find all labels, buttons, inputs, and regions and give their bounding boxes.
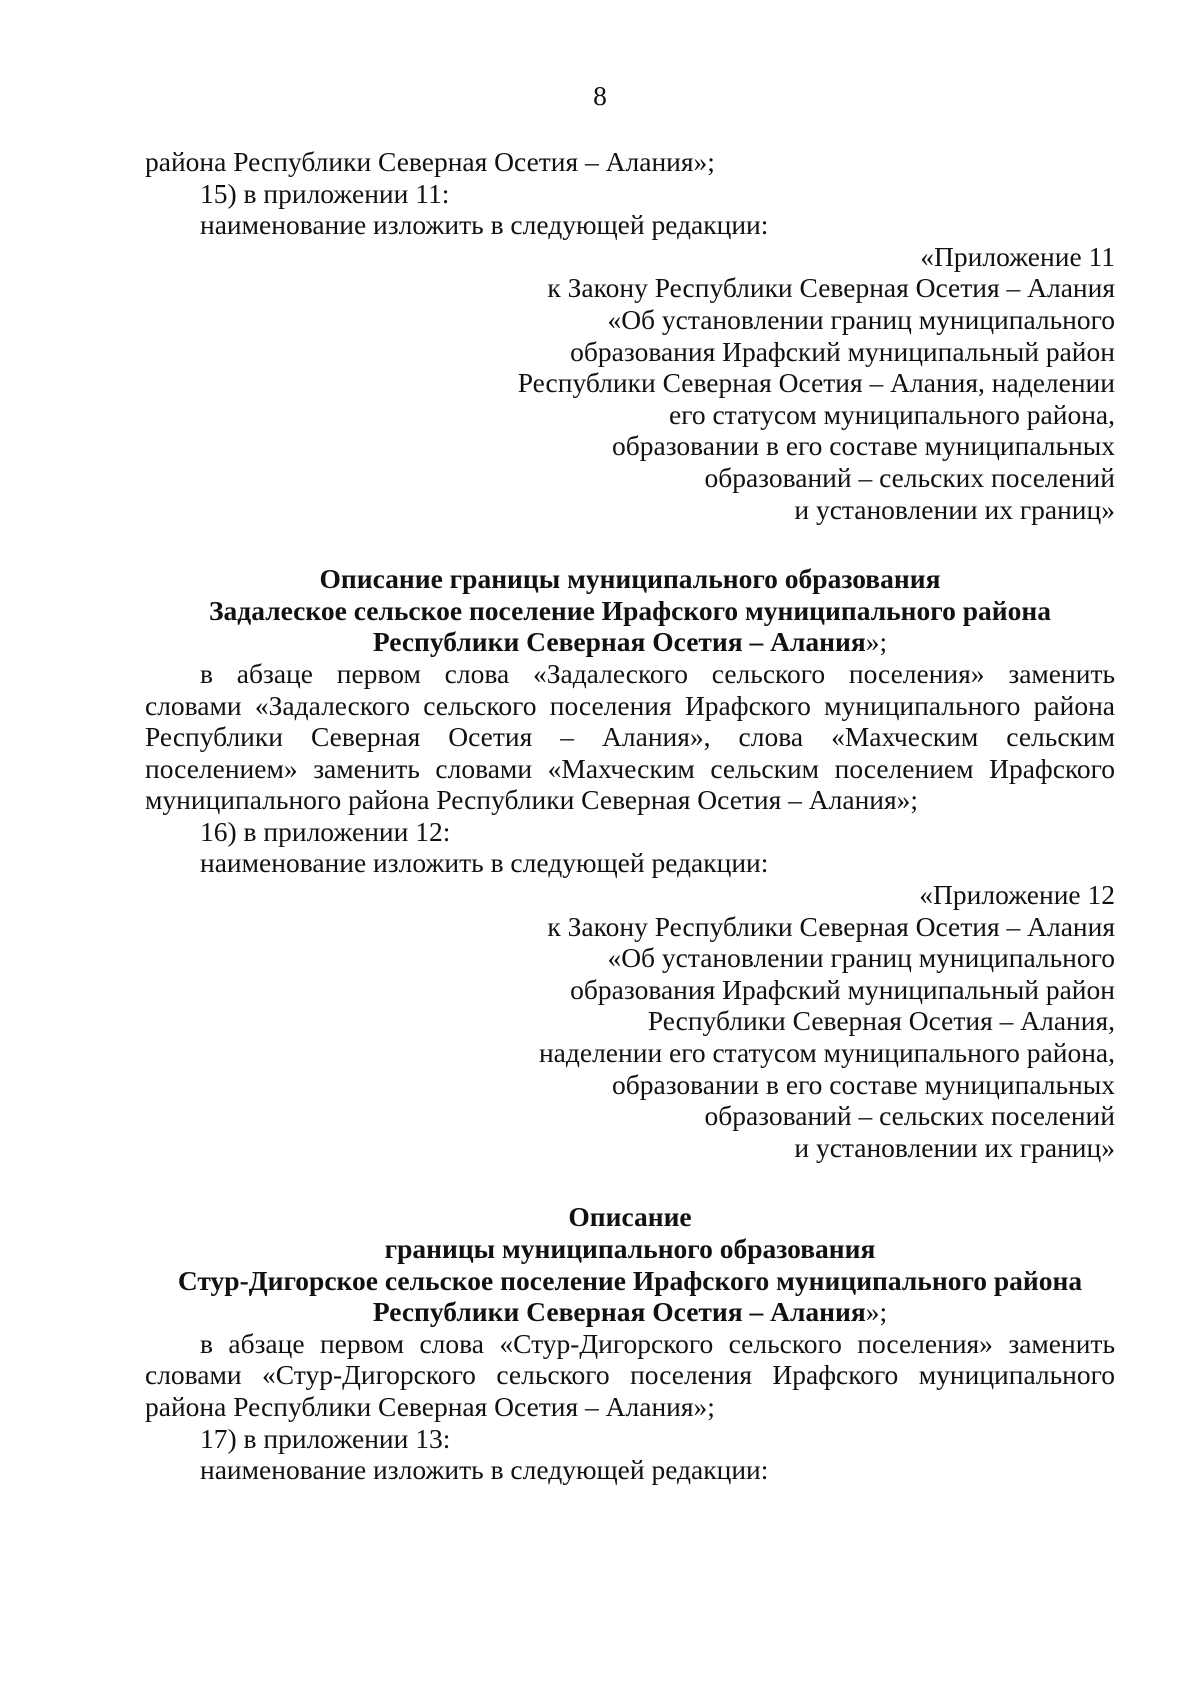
appendix-line: его статусом муниципального района, [669, 398, 1115, 430]
item-15-text: наименование изложить в следующей редакции: [200, 209, 769, 241]
appendix-line: «Приложение 12 [919, 879, 1115, 911]
appendix-line: «Приложение 11 [920, 240, 1115, 272]
item-17: 17) в приложении 13: [200, 1422, 451, 1454]
section-heading-1 [145, 563, 1115, 658]
heading-line [145, 626, 1115, 658]
heading-line [145, 1296, 1115, 1328]
heading-line: Описание границы муниципального образования [319, 563, 941, 595]
appendix-line: Республики Северная Осетия – Алания, [647, 1005, 1115, 1037]
item-16: 16) в приложении 12: [200, 815, 451, 847]
paragraph-line: района Республики Северная Осетия – Алания»; [145, 1390, 715, 1422]
paragraph-2 [145, 1328, 1115, 1423]
item-16-text: наименование изложить в следующей редакции: [200, 847, 769, 879]
appendix-line: образований – сельских поселений [704, 1100, 1115, 1132]
heading-line: Стур-Дигорское сельское поселение Ирафского муниципального района [177, 1264, 1083, 1296]
paragraph-1 [145, 658, 1115, 816]
document-body [145, 146, 1115, 1486]
appendix-line: наделении его статусом муниципального района, [538, 1037, 1115, 1069]
heading-line: Задалеское сельское поселение Ирафского муниципального района [209, 594, 1051, 626]
appendix-11-header [145, 241, 1115, 525]
heading-tail: »; [865, 626, 888, 658]
paragraph-line: словами «Стур-Дигорского сельского поселения Ирафского муниципального [145, 1359, 1115, 1391]
heading-bold-part: Республики Северная Осетия – Алания [372, 626, 866, 658]
item-15: 15) в приложении 11: [200, 177, 450, 209]
paragraph-line: в абзаце первом слова «Стур-Дигорского сельского поселения» заменить [200, 1327, 1115, 1359]
paragraph-line: поселением» заменить словами «Махческим сельским поселением Ирафского [145, 752, 1115, 784]
section-heading-2 [145, 1201, 1115, 1327]
appendix-line: образований – сельских поселений [704, 461, 1115, 493]
appendix-line: образования Ирафский муниципальный район [570, 973, 1115, 1005]
heading-tail: »; [865, 1296, 888, 1328]
paragraph-line: словами «Задалеского сельского поселения Ирафского муниципального района [145, 689, 1115, 721]
item-17-text: наименование изложить в следующей редакции: [200, 1454, 769, 1486]
appendix-line: образовании в его составе муниципальных [612, 1068, 1115, 1100]
appendix-line: образовании в его составе муниципальных [612, 430, 1115, 462]
appendix-12-header [145, 879, 1115, 1163]
heading-bold-part: Республики Северная Осетия – Алания [372, 1296, 866, 1328]
appendix-line: образования Ирафский муниципальный район [570, 335, 1115, 367]
paragraph-line: муниципального района Республики Северная Осетия – Алания»; [145, 784, 919, 816]
appendix-line: Республики Северная Осетия – Алания, наделении [517, 367, 1115, 399]
appendix-line: к Закону Республики Северная Осетия – Алания [547, 272, 1115, 304]
appendix-line: «Об установлении границ муниципального [607, 303, 1115, 335]
paragraph-line: Республики Северная Осетия – Алания», слова «Махческим сельским [145, 721, 1115, 753]
heading-line: границы муниципального образования [384, 1233, 876, 1264]
heading-line: Описание [568, 1201, 692, 1233]
continuation-line: района Республики Северная Осетия – Алания»; [145, 146, 715, 177]
appendix-line: «Об установлении границ муниципального [607, 942, 1115, 974]
appendix-line: и установлении их границ» [794, 493, 1115, 525]
appendix-line: к Закону Республики Северная Осетия – Алания [547, 910, 1115, 942]
appendix-line: и установлении их границ» [794, 1131, 1115, 1163]
paragraph-line: в абзаце первом слова «Задалеского сельского поселения» заменить [200, 657, 1115, 689]
page-number: 8 [593, 80, 607, 111]
